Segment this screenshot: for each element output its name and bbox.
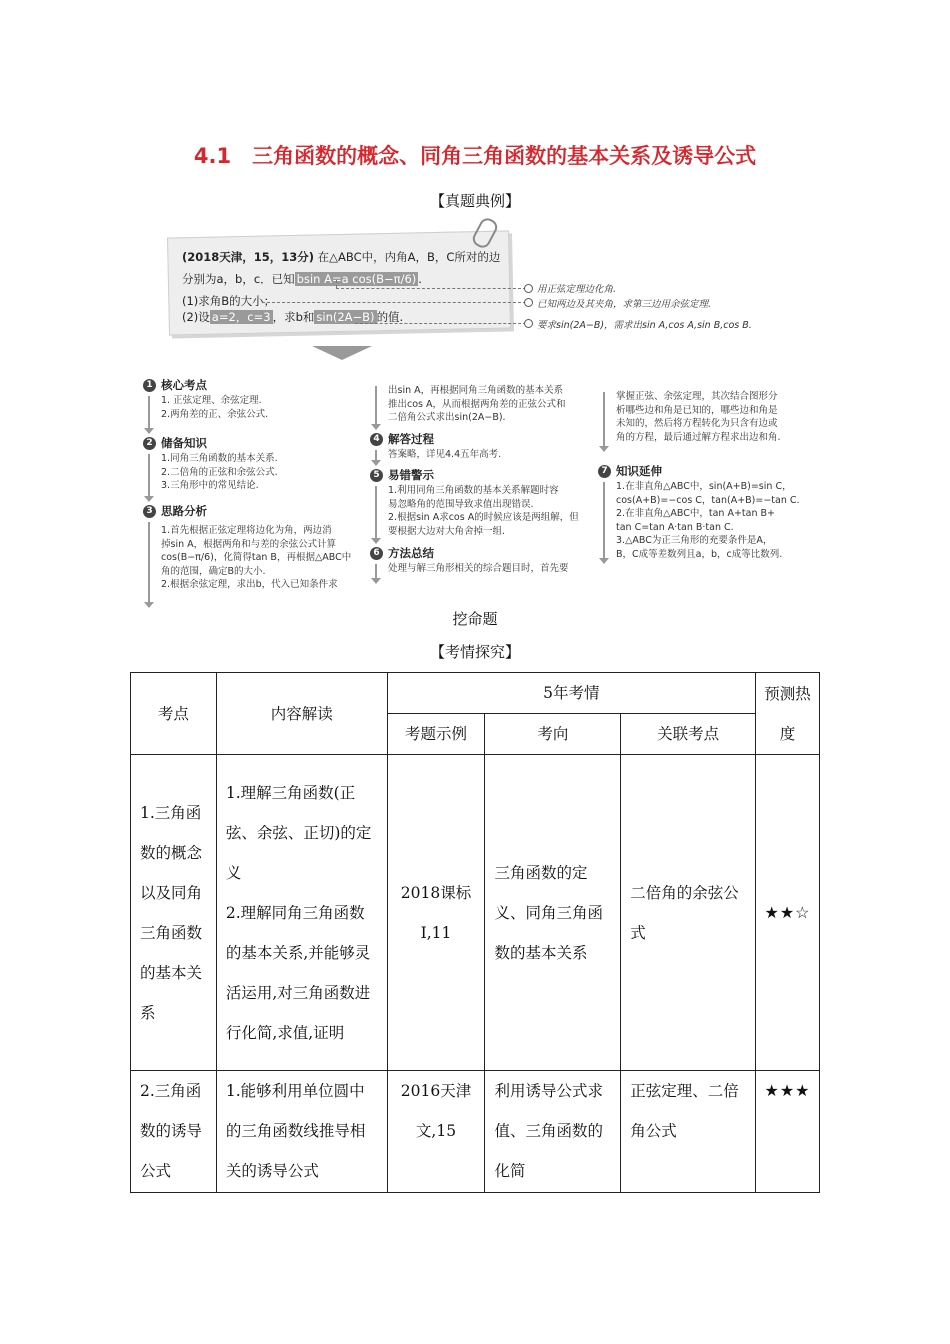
cell-example: 2018课标Ⅰ,11 [387, 755, 485, 1071]
step-core-points: 1 核心考点 [143, 376, 363, 394]
cell-related: 正弦定理、二倍角公式 [621, 1071, 756, 1193]
header-example: 考题示例 [387, 714, 485, 755]
cell-example: 2016天津文,15 [387, 1071, 485, 1193]
section-heading-example: 【真题典例】 [429, 192, 520, 210]
cell-stars: ★★☆ [756, 755, 820, 1071]
connector [336, 288, 526, 289]
step-line: 1.首先根据正弦定理将边化为角，两边消 [161, 525, 332, 536]
header-related: 关联考点 [621, 714, 756, 755]
cell-neirong: 1.理解三角函数(正弦、余弦、正切)的定义 2.理解同角三角函数的基本关系,并能够灵活运用,对三角函数进行化简,求值,证明 [216, 755, 387, 1071]
step-line: 易忽略角的范围导致求值出现错误. [388, 498, 534, 510]
step-line: 2.在非直角△ABC中，tan A+tan B+ [616, 508, 775, 519]
cell-direction: 三角函数的定义、同角三角函数的基本关系 [485, 755, 621, 1071]
step-line: 处理与解三角形相关的综合题目时，首先要 [388, 563, 569, 574]
step-line: 推出cos A，从而根据两角差的正弦公式和 [388, 398, 566, 410]
step-pitfalls: 5 易错警示 [370, 466, 595, 484]
step-line: 二倍角公式求出sin(2A−B). [388, 412, 506, 423]
exam-analysis-table [130, 672, 820, 1193]
note-line-2: 分别为a，b，c．已知 bsin A=a cos(B−π/6) . [182, 272, 422, 286]
step-line: 掉sin A，根据两角和与差的余弦公式计算 [161, 538, 337, 550]
table-row [131, 1071, 820, 1193]
step-knowledge: 2 储备知识 [143, 434, 363, 452]
note-line-1: (2018天津，15，13分) 在△ABC中，内角A，B，C所对的边 [182, 250, 501, 264]
connector [262, 302, 526, 303]
page-title: 4.1 三角函数的概念、同角三角函数的基本关系及诱导公式 [193, 144, 757, 168]
step-line: 角的范围，确定B的大小. [161, 565, 266, 577]
step-line: B，C成等差数列且a，b，c成等比数列. [616, 548, 783, 560]
table-row [131, 755, 820, 1071]
steps-column-3 [598, 390, 813, 564]
step-analysis: 3 思路分析 [143, 502, 363, 520]
connector-dot [524, 319, 533, 328]
step-line: 掌握正弦、余弦定理，其次结合图形分 [616, 391, 778, 402]
step-line: 析哪些边和角是已知的，哪些边和角是 [616, 404, 778, 416]
step-solution: 4 解答过程 [370, 430, 595, 448]
header-five-years: 5年考情 [387, 673, 755, 714]
step-line: 1.在非直角△ABC中，sin(A+B)=sin C， [616, 481, 792, 492]
step-line: 要根据大边对大角舍掉一组. [388, 525, 506, 537]
connector [355, 323, 526, 324]
cell-neirong: 1.能够利用单位圆中的三角函数线推导相关的诱导公式 [216, 1071, 387, 1193]
step-line: 1.同角三角函数的基本关系. [161, 453, 278, 464]
section-heading-dig: 挖命题 [452, 610, 498, 628]
annotation-3: 要求sin(2A−B)，需求出sin A,cos A,sin B,cos B. [537, 320, 752, 331]
step-line: 答案略，详见4.4五年高考. [388, 449, 502, 460]
note-line-3: (1)求角B的大小； [182, 294, 276, 308]
down-arrow-icon [312, 346, 372, 360]
step-line: 角的方程，最后通过解方程求出边和角. [616, 431, 781, 443]
connector-dot [524, 284, 533, 293]
step-line: 出sin A，再根据同角三角函数的基本关系 [388, 385, 564, 396]
step-line: 2.二倍角的正弦和余弦公式. [161, 466, 278, 478]
step-line: 2.两角差的正、余弦公式. [161, 408, 269, 420]
step-line: 1. 正弦定理、余弦定理. [161, 395, 262, 406]
header-neirong: 内容解读 [216, 673, 387, 755]
cell-kaodian: 2.三角函数的诱导公式 [131, 1071, 217, 1193]
step-line: tan C=tan A·tan B·tan C. [616, 521, 734, 533]
header-yuce: 预测热度 [756, 673, 820, 755]
connector [336, 280, 337, 288]
steps-column-2 [370, 384, 595, 584]
annotation-1: 用正弦定理边化角. [537, 284, 617, 295]
step-line: 3.△ABC为正三角形的充要条件是A， [616, 535, 773, 546]
step-line: 2.根据余弦定理，求出b，代入已知条件求 [161, 579, 338, 590]
note-line-4: (2)设 a=2，c=3 ，求b和 sin(2A−B) 的值. [182, 310, 404, 324]
step-line: 未知的，然后将方程转化为只含有边或 [616, 418, 778, 429]
step-line: 1.利用同角三角函数的基本关系解题时容 [388, 485, 559, 496]
header-direction: 考向 [485, 714, 621, 755]
cell-kaodian: 1.三角函数的概念以及同角三角函数的基本关系 [131, 755, 217, 1071]
step-line: cos(B−π/6)，化简得tan B，再根据△ABC中 [161, 552, 352, 563]
cell-stars: ★★★ [756, 1071, 820, 1193]
cell-direction: 利用诱导公式求值、三角函数的化简 [485, 1071, 621, 1193]
step-methods: 6 方法总结 [370, 544, 595, 562]
step-line: cos(A+B)=−cos C，tan(A+B)=−tan C. [616, 494, 800, 506]
step-extension: 7 知识延伸 [598, 462, 813, 480]
connector-dot [524, 298, 533, 307]
header-kaodian: 考点 [131, 673, 217, 755]
cell-related: 二倍角的余弦公式 [621, 755, 756, 1071]
section-heading-explore: 【考情探究】 [429, 643, 520, 661]
annotation-2: 已知两边及其夹角，求第三边用余弦定理. [537, 299, 712, 310]
step-line: 2.根据sin A求cos A的时候应该是两组解，但 [388, 512, 579, 523]
steps-column-1 [143, 376, 363, 608]
step-line: 3.三角形中的常见结论. [161, 480, 259, 491]
